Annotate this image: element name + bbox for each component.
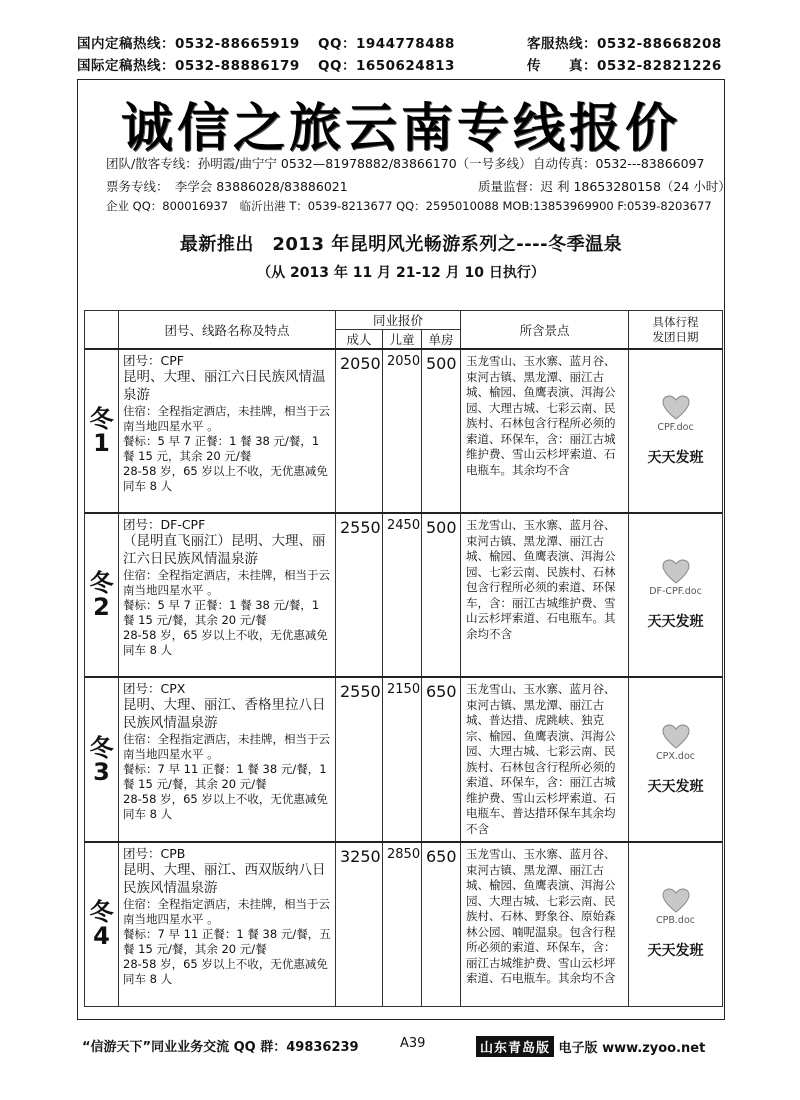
- accommodation: 住宿：全程指定酒店，未挂牌，相当于云南当地四星水平 。: [123, 897, 330, 926]
- footer-website: 电子版 www.zyoo.net: [558, 1041, 706, 1056]
- header-schedule-line2: 发团日期: [652, 329, 699, 344]
- price-sheet: [77, 79, 731, 1020]
- badge-char: 冬: [89, 733, 114, 762]
- auto-fax: 自动传真：0532---83866097: [533, 156, 705, 171]
- service-hotline: 客服热线：0532-88668208: [527, 36, 722, 52]
- group-size: 同车 8 人: [123, 807, 173, 821]
- departure-schedule: 天天发班: [647, 614, 704, 630]
- child-price: 2450: [383, 513, 422, 677]
- route-name: （昆明直飞丽江）昆明、大理、丽江六日民族风情温泉游: [123, 533, 326, 567]
- doc-filename: CPB.doc: [656, 915, 695, 927]
- route-details: [119, 349, 336, 513]
- page-title: 诚信之旅云南专线报价: [120, 99, 681, 159]
- departure-schedule: 天天发班: [647, 778, 704, 795]
- itinerary-doc-link[interactable]: [630, 724, 721, 762]
- badge-char: 冬: [89, 898, 114, 927]
- doc-filename: CPX.doc: [656, 750, 695, 762]
- single-room-price: 650: [422, 677, 461, 842]
- accommodation: 住宿：全程指定酒店，未挂牌，相当于云南当地四星水平 。: [123, 404, 330, 433]
- edition-badge: 山东青岛版: [476, 1036, 554, 1057]
- tour-code: 团号：CPB: [123, 846, 186, 861]
- adult-price: 3250: [336, 842, 383, 1006]
- winter-series-badge: [89, 733, 115, 786]
- single-room-price: 500: [422, 513, 461, 677]
- included-spots: 玉龙雪山、玉水寨、蓝月谷、束河古镇、黑龙潭、丽江古城、榆园、鱼鹰表演、洱海公园、大理古城、七彩云南、民族村、石林包含行程所必须的索道、环保车，含：丽江古城维护费、雪山云杉坪索道、石电瓶车。其余均不含: [461, 349, 629, 513]
- schedule-cell: [629, 842, 723, 1006]
- fax-number: 传 真：0532-82821226: [527, 58, 722, 74]
- meal-standard: 餐标：5 早 7 正餐：1 餐 38 元/餐，1 餐 15 元，其余 20 元/餐: [123, 434, 320, 463]
- itinerary-doc-link[interactable]: [630, 395, 721, 433]
- page-number: A39: [400, 1036, 426, 1051]
- child-price: 2850: [383, 842, 422, 1006]
- badge-number: 3: [93, 757, 110, 786]
- series-badge-cell: [85, 349, 119, 513]
- badge-char: 冬: [89, 569, 114, 597]
- doc-heart-icon: [662, 724, 690, 750]
- badge-char: 冬: [89, 405, 114, 433]
- tour-code: 团号：CPX: [123, 681, 186, 696]
- age-policy: 28-58 岁，65 岁以上不收，无优惠减免: [123, 957, 328, 971]
- domestic-hotline: 国内定稿热线：0532-88665919: [77, 36, 300, 52]
- series-badge-cell: [85, 842, 119, 1006]
- price-table: [84, 310, 723, 1007]
- schedule-cell: [629, 513, 723, 677]
- header-single: 单房: [422, 330, 461, 350]
- header-price: 同业报价: [336, 311, 461, 330]
- doc-heart-icon: [662, 888, 690, 914]
- table-row: [85, 677, 723, 842]
- tour-code: 团号：DF-CPF: [123, 517, 206, 532]
- itinerary-doc-link[interactable]: [630, 888, 721, 926]
- header-child: 儿童: [383, 330, 422, 350]
- winter-series-badge: [89, 571, 115, 619]
- single-room-price: 650: [422, 842, 461, 1006]
- route-name: 昆明、大理、丽江六日民族风情温泉游: [123, 369, 326, 403]
- schedule-cell: [629, 677, 723, 842]
- header-icon-cell: [85, 311, 119, 350]
- badge-number: 4: [93, 922, 110, 951]
- single-room-price: 500: [422, 349, 461, 513]
- footer-brand: [476, 1036, 705, 1057]
- route-details: [119, 842, 336, 1006]
- table-row: [85, 513, 723, 677]
- valid-period: （从 2013 年 11 月 21-12 月 10 日执行）: [257, 265, 545, 281]
- intl-qq: QQ：1650624813: [318, 58, 455, 74]
- group-size: 同车 8 人: [123, 972, 173, 986]
- header-schedule: [629, 311, 723, 350]
- winter-series-badge: [89, 407, 115, 455]
- tour-code: 团号：CPF: [123, 353, 184, 368]
- doc-heart-icon: [662, 559, 690, 585]
- footer-qq-group: “信游天下”同业业务交流 QQ 群：49836239: [82, 1040, 359, 1055]
- enterprise-contacts: 企业 QQ：800016937 临沂出港 T：0539-8213677 QQ：2595010088 MOB:13853969900 F:0539-8203677: [106, 199, 712, 213]
- age-policy: 28-58 岁，65 岁以上不收，无优惠减免: [123, 464, 328, 478]
- winter-series-badge: [89, 898, 115, 951]
- doc-heart-icon: [662, 395, 690, 421]
- route-name: 昆明、大理、丽江、西双版纳八日民族风情温泉游: [123, 862, 326, 896]
- accommodation: 住宿：全程指定酒店，未挂牌，相当于云南当地四星水平 。: [123, 732, 330, 761]
- series-badge-cell: [85, 677, 119, 842]
- included-spots: 玉龙雪山、玉水寨、蓝月谷、束河古镇、黑龙潭、丽江古城、普达措、虎跳峡、独克宗、榆园、鱼鹰表演、洱海公园、大理古城、七彩云南、民族村、石林包含行程所必须的索道、环保车，含：丽江古城维护费、雪山云杉坪索道、石电瓶车、普达措环保车其余均不含: [461, 677, 629, 842]
- route-details: [119, 513, 336, 677]
- doc-filename: DF-CPF.doc: [649, 586, 702, 597]
- header-spots: 所含景点: [461, 311, 629, 350]
- child-price: 2150: [383, 677, 422, 842]
- age-policy: 28-58 岁，65 岁以上不收，无优惠减免: [123, 792, 328, 806]
- included-spots: 玉龙雪山、玉水寨、蓝月谷、束河古镇、黑龙潭、丽江古城、榆园、鱼鹰表演、洱海公园、大理古城、七彩云南、民族村、石林、野象谷、原始森林公园、喃呢温泉。包含行程所必须的索道、环保车，含：丽江古城维护费、雪山云杉坪索道、石电瓶车。其余均不含: [461, 842, 629, 1006]
- meal-standard: 餐标：7 早 11 正餐：1 餐 38 元/餐，1 餐 15 元/餐，其余 20 元/餐: [123, 762, 327, 791]
- quality-supervision: 质量监督：迟 利 18653280158（24 小时）: [478, 179, 731, 194]
- badge-number: 1: [93, 429, 110, 457]
- route-details: [119, 677, 336, 842]
- intl-hotline: 国际定稿热线：0532-88886179: [77, 58, 300, 74]
- ticket-hotline: 票务专线： 李学会 83886028/83886021: [106, 179, 348, 194]
- group-size: 同车 8 人: [123, 643, 173, 657]
- promo-headline: 最新推出 2013 年昆明风光畅游系列之----冬季温泉: [179, 234, 623, 255]
- badge-number: 2: [93, 593, 110, 621]
- header-adult: 成人: [336, 330, 383, 350]
- adult-price: 2050: [336, 349, 383, 513]
- meal-standard: 餐标：7 早 11 正餐：1 餐 38 元/餐，五餐 15 元/餐，其余 20 元/餐: [123, 927, 331, 956]
- age-policy: 28-58 岁，65 岁以上不收，无优惠减免: [123, 628, 328, 642]
- group-hotline: 团队/散客专线：孙明霞/曲宁宁 0532—81978882/83866170（一号多线）: [106, 156, 532, 171]
- group-size: 同车 8 人: [123, 479, 173, 493]
- departure-schedule: 天天发班: [647, 450, 704, 466]
- adult-price: 2550: [336, 513, 383, 677]
- route-name: 昆明、大理、丽江、香格里拉八日民族风情温泉游: [123, 697, 326, 731]
- header-schedule-line1: 具体行程: [652, 314, 699, 329]
- header-route: 团号、线路名称及特点: [119, 311, 336, 350]
- adult-price: 2550: [336, 677, 383, 842]
- accommodation: 住宿：全程指定酒店，未挂牌，相当于云南当地四星水平 。: [123, 568, 330, 597]
- domestic-qq: QQ：1944778488: [318, 36, 455, 52]
- schedule-cell: [629, 349, 723, 513]
- series-badge-cell: [85, 513, 119, 677]
- child-price: 2050: [383, 349, 422, 513]
- table-row: [85, 842, 723, 1006]
- itinerary-doc-link[interactable]: [630, 559, 721, 597]
- meal-standard: 餐标：5 早 7 正餐：1 餐 38 元/餐，1 餐 15 元/餐，其余 20 元/餐: [123, 598, 320, 627]
- included-spots: 玉龙雪山、玉水寨、蓝月谷、束河古镇、黑龙潭、丽江古城、榆园、鱼鹰表演、洱海公园、七彩云南、民族村、石林包含行程所必须的索道、环保车，含：丽江古城维护费、雪山云杉坪索道、石电瓶车。其余均不含: [461, 513, 629, 677]
- departure-schedule: 天天发班: [647, 943, 704, 960]
- doc-filename: CPF.doc: [657, 422, 694, 433]
- table-row: [85, 349, 723, 513]
